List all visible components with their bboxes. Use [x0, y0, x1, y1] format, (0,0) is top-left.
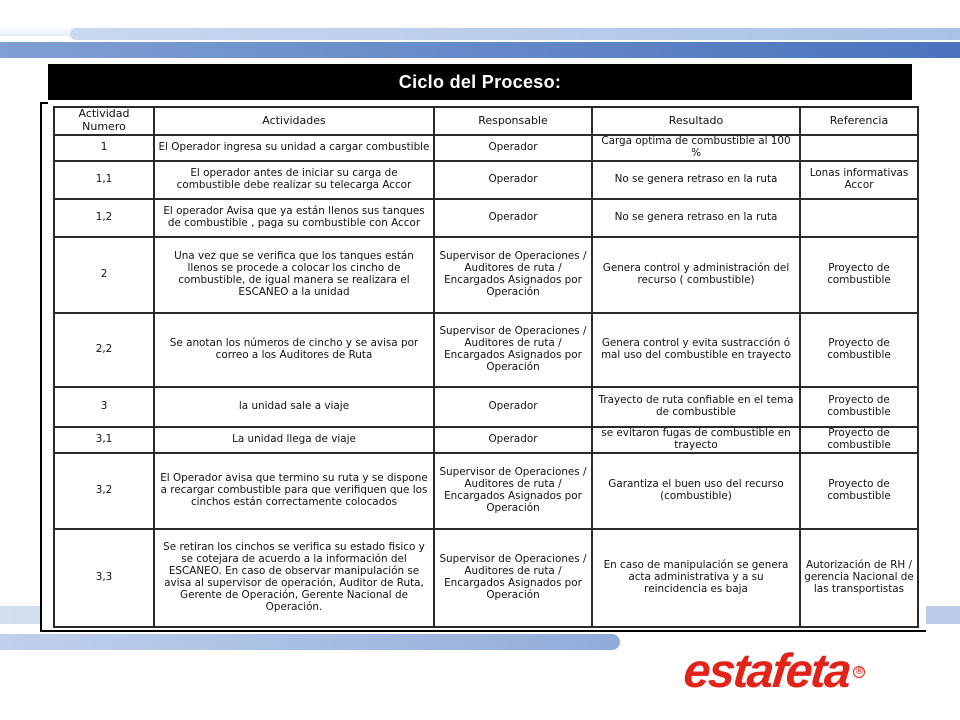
cell-referencia: Proyecto de combustible — [800, 427, 918, 453]
registered-mark: ® — [854, 666, 865, 677]
estafeta-logo — [681, 645, 865, 708]
cell-actividad: El operador antes de iniciar su carga de combustible debe realizar su telecarga Accor — [154, 161, 434, 199]
cell-referencia: Autorización de RH / gerencia Nacional de las transportistas — [800, 529, 918, 627]
cell-actividad: El operador Avisa que ya están llenos sus tanques de combustible , paga su combustible con Accor — [154, 199, 434, 237]
title-bar — [48, 64, 912, 100]
header-band-blue — [0, 42, 960, 58]
cell-resultado: No se genera retraso en la ruta — [592, 199, 800, 237]
header-responsable: Responsable — [434, 107, 592, 135]
cell-num: 2 — [54, 237, 154, 313]
cell-referencia — [800, 199, 918, 237]
table-row — [54, 135, 918, 161]
cell-actividad: Una vez que se verifica que los tanques están llenos se procede a colocar los cincho de combustible, de igual manera se realizara el ESCANEO a la unidad — [154, 237, 434, 313]
cell-num: 3,2 — [54, 453, 154, 529]
cell-actividad: Se retiran los cinchos se verifica su estado fisico y se cotejara de acuerdo a la información del ESCANEO. En caso de observar manipulación se avisa al supervisor de operación, Auditor de Ruta, Gerente de Operación, Gerente Nacional de Operación. — [154, 529, 434, 627]
cell-resultado: Garantiza el buen uso del recurso (combustible) — [592, 453, 800, 529]
cell-responsable: Supervisor de Operaciones / Auditores de ruta / Encargados Asignados por Operación — [434, 237, 592, 313]
cell-num: 2,2 — [54, 313, 154, 387]
cell-referencia: Proyecto de combustible — [800, 313, 918, 387]
table-row — [54, 161, 918, 199]
process-table — [53, 106, 919, 628]
cell-referencia: Proyecto de combustible — [800, 237, 918, 313]
cell-num: 1,1 — [54, 161, 154, 199]
header-resultado: Resultado — [592, 107, 800, 135]
logo-wordmark: estafeta — [681, 645, 853, 698]
cell-responsable: Supervisor de Operaciones / Auditores de ruta / Encargados Asignados por Operación — [434, 529, 592, 627]
cell-resultado: Genera control y administración del recurso ( combustible) — [592, 237, 800, 313]
table-row — [54, 387, 918, 427]
header-referencia: Referencia — [800, 107, 918, 135]
cell-num: 3 — [54, 387, 154, 427]
cell-resultado: Trayecto de ruta confiable en el tema de combustible — [592, 387, 800, 427]
cell-responsable: Operador — [434, 387, 592, 427]
cell-referencia: Lonas informativas Accor — [800, 161, 918, 199]
cell-actividad: La unidad llega de viaje — [154, 427, 434, 453]
cell-resultado: No se genera retraso en la ruta — [592, 161, 800, 199]
cell-responsable: Operador — [434, 161, 592, 199]
cell-responsable: Operador — [434, 135, 592, 161]
table-row — [54, 427, 918, 453]
cell-responsable: Operador — [434, 199, 592, 237]
footer-band-blue — [0, 634, 620, 650]
cell-actividad: El Operador ingresa su unidad a cargar combustible — [154, 135, 434, 161]
table-row — [54, 313, 918, 387]
cell-responsable: Supervisor de Operaciones / Auditores de ruta / Encargados Asignados por Operación — [434, 313, 592, 387]
cell-resultado: En caso de manipulación se genera acta administrativa y a su reincidencia es baja — [592, 529, 800, 627]
cell-actividad: Se anotan los números de cincho y se avisa por correo a los Auditores de Ruta — [154, 313, 434, 387]
cell-actividad: El Operador avisa que termino su ruta y se dispone a recargar combustible para que verifiquen que los cinchos están correctamente colocados — [154, 453, 434, 529]
cell-actividad: la unidad sale a viaje — [154, 387, 434, 427]
cell-resultado: Genera control y evita sustracción ó mal uso del combustible en trayecto — [592, 313, 800, 387]
table-row — [54, 453, 918, 529]
frame-corner-mark — [40, 102, 48, 104]
cell-referencia: Proyecto de combustible — [800, 387, 918, 427]
table-row — [54, 199, 918, 237]
cell-responsable: Supervisor de Operaciones / Auditores de ruta / Encargados Asignados por Operación — [434, 453, 592, 529]
cell-num: 1,2 — [54, 199, 154, 237]
cell-num: 1 — [54, 135, 154, 161]
header-actividades: Actividades — [154, 107, 434, 135]
header-actividad-numero: Actividad Numero — [54, 107, 154, 135]
table-row — [54, 529, 918, 627]
cell-resultado: se evitaron fugas de combustible en trayecto — [592, 427, 800, 453]
cell-resultado: Carga optima de combustible al 100 % — [592, 135, 800, 161]
frame-corner-mark — [916, 630, 926, 632]
cell-referencia: Proyecto de combustible — [800, 453, 918, 529]
table-row — [54, 237, 918, 313]
table-header-row — [54, 107, 918, 135]
cell-num: 3,3 — [54, 529, 154, 627]
process-table-frame — [40, 102, 926, 632]
cell-referencia — [800, 135, 918, 161]
slide-title: Ciclo del Proceso: — [398, 71, 562, 92]
cell-responsable: Operador — [434, 427, 592, 453]
header-band-pale — [70, 28, 960, 40]
cell-num: 3,1 — [54, 427, 154, 453]
